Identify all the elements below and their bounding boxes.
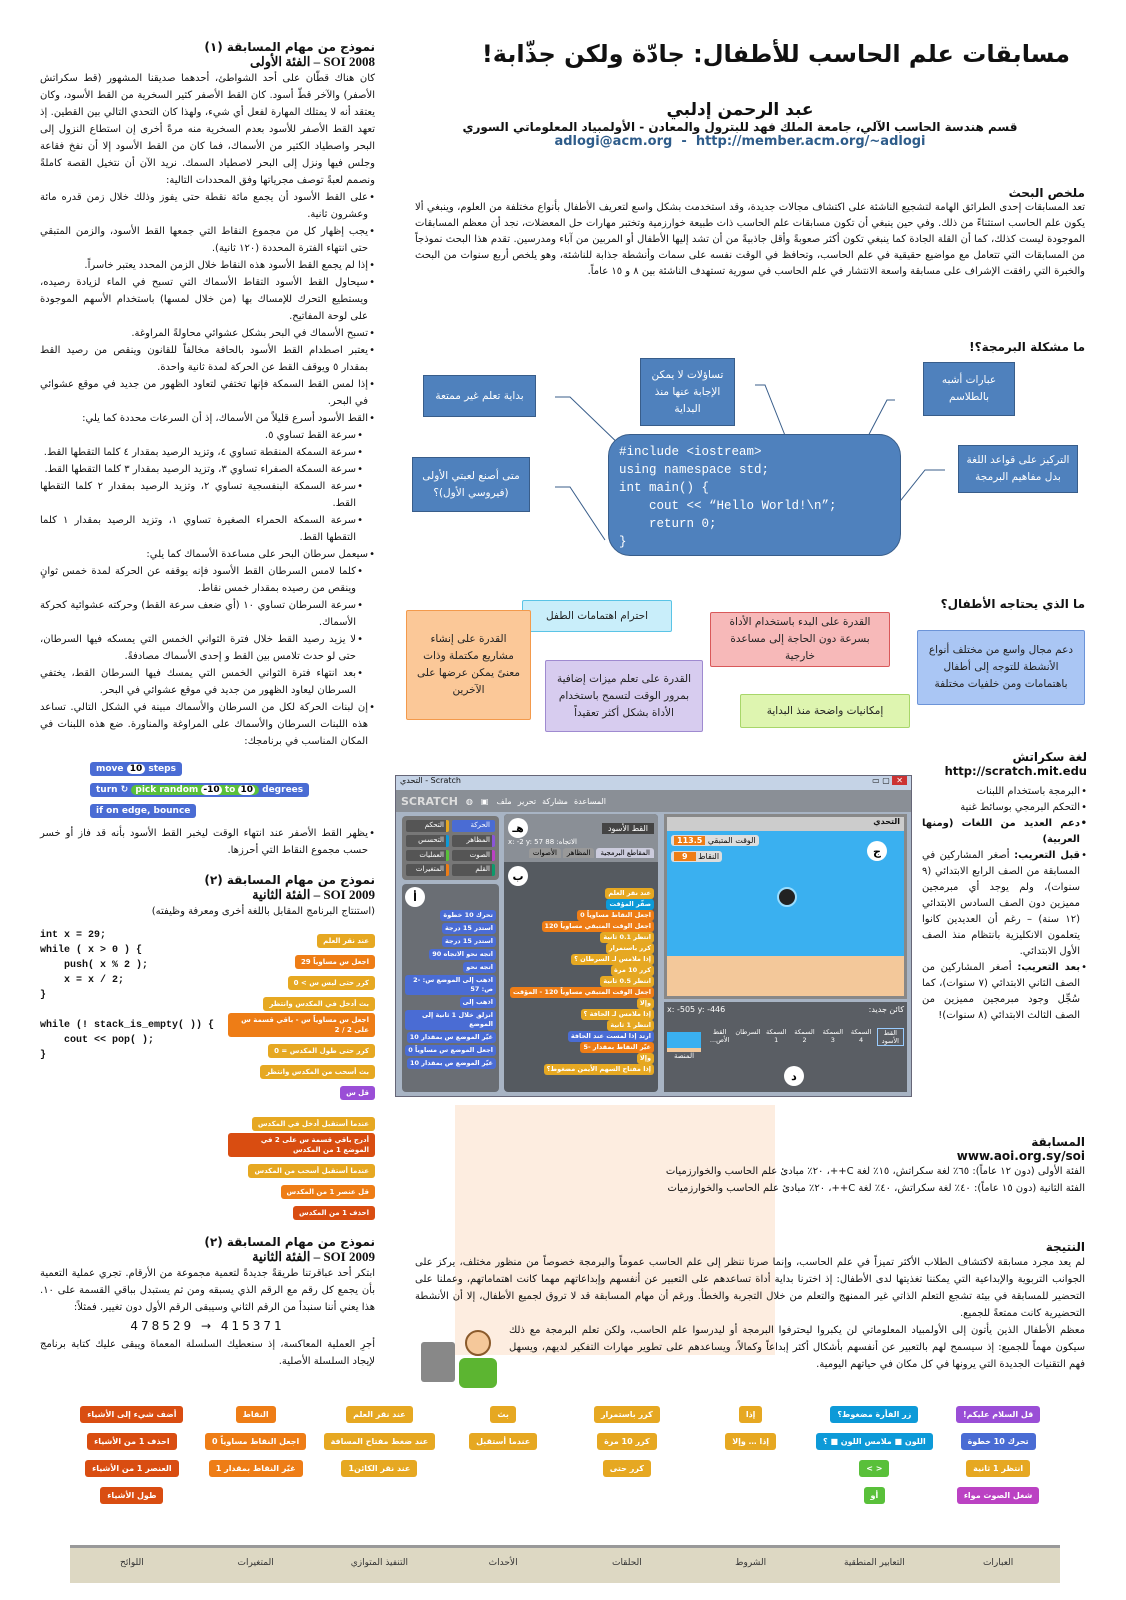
sprite-thumbnail[interactable]: السمكة 1	[766, 1028, 787, 1044]
needs-heading: ما الذي يحتاجه الأطفال؟	[940, 597, 1085, 611]
editor-tab[interactable]: الأصوات	[529, 848, 561, 858]
script-block[interactable]: اجعل النقاط مساوياً 0	[577, 910, 654, 921]
scratch-block: بث أسحب من المكدس وانتظر	[260, 1065, 375, 1079]
mouse-coords: x: -505 y: -446	[667, 1005, 726, 1014]
crab-item: • سرعة السرطان تساوي ١٠ (أي ضعف سرعة القط) وحركته عشوائية كحركة الأسماك.	[40, 597, 363, 631]
task2-scratch-script	[228, 928, 375, 1221]
speed-item: • سرعة القط تساوي ٥.	[40, 427, 363, 444]
abstract-section	[415, 186, 1085, 280]
palette-block[interactable]: اجعل الموضع س مساوياً 0	[405, 1045, 496, 1056]
category-tab[interactable]: التعابير المنطقية	[844, 1558, 905, 1568]
sprite-list	[664, 1002, 907, 1092]
need-quick-start: القدرة على البدء باستخدام الأداة بسرعة دون الحاجة إلى مساعدة خارجية	[710, 612, 890, 667]
menu-item[interactable]: المساعدة	[573, 796, 606, 806]
need-complete-projects: القدرة على إنشاء مشاريع مكتملة وذات معنىً يمكن عرضها على الآخرين	[406, 610, 531, 720]
stage-thumbnail[interactable]	[667, 1032, 701, 1060]
sprite-thumbnail[interactable]: السمكة 2	[794, 1028, 815, 1044]
palette-column	[565, 1405, 689, 1545]
palette-block[interactable]: تحرك 10 خطوة	[440, 910, 496, 921]
task1-outro: • يظهر القط الأصفر عند انتهاء الوقت ليخبر القط الأسود بأنه قد فاز أو خسر حسب مجموع النقاط التي أحرزها.	[40, 825, 375, 859]
competition-heading: المسابقة	[1031, 1135, 1085, 1149]
category-button[interactable]: الصوت	[452, 850, 495, 862]
category-1-line: الفئة الأولى (دون ١٢ عاماً): ٦٥٪ لغة سكراتش، ١٥٪ لغة C++، ٢٠٪ مبادئ علم الحاسب والخوارزميات	[665, 1166, 1085, 1177]
palette-block[interactable]: استدر 15 درجة	[442, 923, 496, 934]
scratch-block: احذف 1 من المكدس	[293, 1206, 375, 1220]
sprite-thumbnail[interactable]: السرطان	[735, 1028, 761, 1036]
sprite-header	[504, 814, 658, 862]
scripts-area	[504, 814, 658, 1092]
category-tab[interactable]: العبارات	[982, 1558, 1014, 1568]
child-at-computer-illustration	[415, 1322, 503, 1402]
speed-list	[40, 427, 363, 546]
cat-sprite[interactable]	[777, 887, 797, 907]
category-2-line: الفئة الثانية (دون ١٥ عاماً): ٤٠٪ لغة سكراتش، ٤٠٪ لغة C++، ٢٠٪ مبادئ علم الحاسب والخوارزميات	[667, 1183, 1085, 1194]
palette-column	[70, 1405, 194, 1545]
palette-block[interactable]: انزلق خلال 1 ثانية إلى الموضع	[405, 1010, 496, 1030]
palette-block[interactable]: غيّر الموضع ص بمقدار 10	[407, 1058, 496, 1069]
scratch-block: اجعل س مساوياً س - باقي قسمة س على 2 / 2	[228, 1013, 375, 1037]
scratch-block: عندما أستقبل أسحب من المكدس	[248, 1164, 375, 1178]
scratch-menubar	[396, 790, 911, 812]
palette-example-block[interactable]: عند نقر العلم	[346, 1406, 412, 1423]
sprite-thumbnail[interactable]: السمكة 3	[822, 1028, 843, 1044]
scratch-section	[922, 750, 1087, 1024]
poster-title: مسابقات علم الحاسب للأطفال: جادّة ولكن جذّابة!	[481, 40, 1070, 68]
scratch-block: اجعل س مساوياً 29	[295, 955, 375, 969]
category-panel	[402, 816, 499, 880]
scratch-window	[395, 775, 912, 1097]
menu-item[interactable]: مشاركة	[542, 796, 568, 806]
palette-example-block[interactable]: إذا	[739, 1406, 763, 1423]
script-block[interactable]: وإلا	[637, 998, 654, 1009]
left-column	[40, 40, 375, 1370]
task2-row	[40, 928, 375, 1221]
task2-section	[40, 873, 375, 1221]
result-section	[415, 1240, 1085, 1402]
globe-icon[interactable]: ◍	[465, 796, 473, 806]
speed-item: • سرعة السمكة الصفراء تساوي ٣، وتزيد الرصيد بمقدار ٣ كلما التقطها القط.	[40, 461, 363, 478]
task1-subtitle: SOI 2008 – الفئة الأولى	[249, 54, 375, 69]
script-block[interactable]: وإلا	[637, 1053, 654, 1064]
crab-item: • كلما لامس السرطان القط الأسود فإنه يوقفه عن الحركة لمدة خمس ثوانٍ وينقص من رصيده بمقدار خمس نقاط.	[40, 563, 363, 597]
palette-example-block[interactable]: كرر حتى	[603, 1460, 651, 1477]
task3-example: 478529 → 415371	[130, 1319, 285, 1333]
speed-item: • سرعة السمكة المنقطة تساوي ٤، وتزيد الرصيد بمقدار ٤ كلما التقطها القط.	[40, 444, 363, 461]
category-tab[interactable]: اللوائح	[120, 1558, 144, 1568]
category-button[interactable]: العمليات	[406, 850, 449, 862]
script-block[interactable]: انتظر 1 ثانية	[607, 1020, 654, 1031]
palette-example-block[interactable]: أضف شيء إلى الأشياء	[80, 1406, 183, 1423]
palette-example-block[interactable]: اجعل النقاط مساوياً 0	[205, 1433, 306, 1450]
marker-jim: ج	[867, 841, 887, 861]
need-clear-possibilities: إمكانيات واضحة منذ البداية	[740, 694, 910, 728]
task2-heading: نموذج من مهام المسابقة (٢)	[204, 873, 375, 887]
palette-block[interactable]: اذهب إلى الموضع س: -2 ص: 57	[405, 975, 496, 995]
task1-bullet: • سيحاول القط الأسود التقاط الأسماك التي تسبح في الماء لزيادة رصيده، ويستطيع التحرك للإمساك بها (من خلال لمسها) باستخدام الأسهم الموجودة على لوحة المفاتيح.	[40, 274, 375, 325]
crab-item: • بعد انتهاء فترة الثواني الخمس التي يمسك فيها السرطان القط، يختفي السرطان ليعاود الظهور من جديد في موقع عشوائي في البحر.	[40, 665, 363, 699]
need-wide-range: دعم مجال واسع من مختلف أنواع الأنشطة للتوجه إلى أطفال باهتمامات ومن خلفيات مختلفة	[917, 630, 1085, 705]
editor-tab[interactable]: المظاهر	[563, 848, 595, 858]
menu-item[interactable]: ملف	[496, 796, 512, 806]
problem-box-unenjoyable: بداية تعلم غير ممتعة	[423, 375, 536, 417]
stage-title: التحدي	[667, 817, 904, 831]
script-block[interactable]: إذا مفتاح السهم الأيمن مضغوط؟	[544, 1064, 654, 1075]
palette-example-block[interactable]: بث	[490, 1406, 515, 1423]
scratch-bullet: • البرمجة باستخدام اللبنات	[922, 784, 1087, 800]
scratch-block: قل س	[340, 1086, 375, 1100]
task1-bullet: • القط الأسود أسرع قليلاً من الأسماك، إذ أن السرعات محددة كما يلي:	[40, 410, 375, 427]
scratch-bullet: • دعم العديد من اللغات (ومنها العربية)	[922, 816, 1087, 848]
task3-section	[40, 1235, 375, 1370]
points-monitor: 9 النقاط	[671, 851, 722, 862]
scratch-block: عند نقر العلم	[317, 934, 375, 948]
palette-column	[936, 1405, 1060, 1545]
problem-box-questions: تساؤلات لا يمكن الإجابة عنها منذ البداية	[640, 358, 735, 426]
script-block[interactable]: صفّر المؤقت	[606, 899, 654, 910]
palette-example-block[interactable]: شغل الصوت مواء	[957, 1487, 1040, 1504]
author-affiliation: قسم هندسة الحاسب الآلي، جامعة الملك فهد للبترول والمعادن - الأولمبياد المعلوماتي السوري	[462, 120, 1018, 134]
task1-section	[40, 40, 375, 859]
palette-example-block[interactable]: < >	[859, 1460, 889, 1477]
task1-bullet: • إذا لمس القط السمكة فإنها تختفي لتعاود الظهور من جديد في موقع عشوائي في البحر.	[40, 376, 375, 410]
palette-example-block[interactable]: النقاط	[236, 1406, 276, 1423]
scratch-titlebar	[396, 776, 911, 790]
task3-heading: نموذج من مهام المسابقة (٢)	[204, 1235, 375, 1249]
sprite-thumbnail[interactable]: القط الأسود	[877, 1028, 904, 1046]
marker-alif: أ	[405, 887, 425, 907]
sprite-thumbnail[interactable]: القط الأص...	[709, 1028, 730, 1044]
task2-note: (استنتاج البرنامج المقابل باللغة أخرى ومعرفة وظيفته)	[151, 906, 375, 917]
palette-block[interactable]: اتجه نحو الاتجاه 90	[429, 949, 496, 960]
task1-bullet: • على القط الأسود أن يجمع مائة نقطة حتى يفوز وذلك خلال زمن قدره مائة وعشرون ثانية.	[40, 189, 375, 223]
palette-column	[689, 1405, 813, 1545]
move-block: move 10 steps	[90, 762, 182, 776]
abstract-text: تعد المسابقات إحدى الطرائق الهامة لتشجيع الناشئة على اكتشاف مجالات جديدة، وقد استخدمت بشكل واسع لتعريف الأطفال بأنواع مختلفة من العلوم، وينبغي ألا يكون علم الحاسب استثناءً من ذلك. وفي حين ينبغي أن تكون مسابقات علم الحاسب ذات طبيعة خوارزمية وتختبر مهارات حل المعضلات، نجد أن معظم المسابقات الموجودة ليست كذلك، كما أن القلة الجادة كما ينبغي تكون أكثر صعوبةً وأقل جاذبيةً من أن تشد إليها الأطفال أو المربين من آباء ومدرسين. تقدم هذا البحث نموذجاً من المسابقات التي تتعامل مع مواضيع حقيقية في علم الحاسب، وتحافظ في الوقت نفسه على سمات وأنشطة جذابة للناشئة، وهو يلخص أربع سنوات من البحث والخبرة التي رافقت الإشراف على مسابقة واسعة الانتشار في علم الحاسب في سورية تستهدف الناشئة بين ٨ و ١٥ عاماً.	[415, 202, 1085, 277]
task3-subtitle: SOI 2009 – الفئة الثانية	[252, 1249, 375, 1264]
script-block[interactable]: ارتد إذا لمست عند الحافة	[568, 1031, 654, 1042]
palette-block[interactable]: استدر 15 درجة	[442, 936, 496, 947]
scratch-block: أدرج باقي قسمة س على 2 في الموضع 1 من المكدس	[228, 1133, 375, 1157]
script-block[interactable]: كرر 10 مرة	[611, 965, 654, 976]
palette-block[interactable]: اتجه نحو	[463, 962, 496, 973]
author-url[interactable]: http://member.acm.org/~adlogi	[695, 134, 926, 149]
window-title: التحدي - Scratch	[400, 776, 461, 785]
category-tab[interactable]: الأحداث	[488, 1558, 518, 1568]
need-respect-interests: احترام اهتمامات الطفل	[522, 600, 672, 632]
category-button[interactable]: المتغيرات	[406, 864, 449, 876]
palette-example-block[interactable]: كرر 10 مرة	[597, 1433, 657, 1450]
problem-box-cryptic: عبارات أشبه بالطلاسم	[923, 362, 1015, 416]
scratch-heading: لغة سكراتش	[1012, 750, 1087, 764]
scratch-bullet: • التحكم البرمجي بوسائط غنية	[922, 800, 1087, 816]
sprite-name-field[interactable]: القط الأسود	[602, 823, 654, 834]
palette-example-block[interactable]: انتظر 1 ثانية	[966, 1460, 1030, 1477]
crab-item: • لا يزيد رصيد القط خلال فترة الثواني الخمس التي يمسكه فيها السرطان، حتى لو حدث تلامس بين القط و إحدى الأسماك مصادفةً.	[40, 631, 363, 665]
palette-example-block[interactable]: قل السلام عليكم!	[956, 1406, 1040, 1423]
sprite-coords: x: -2 y: 57 الاتجاه: 88	[508, 838, 577, 846]
blocks-intro: • إن لبنات الحركة لكل من السرطان والأسماك مبينة في الشكل التالي. تساعد هذه اللبنات السرطان والأسماك على المراوغة والمناورة. ضع هذه اللبنات في المكان المناسب في برنامجك:	[40, 699, 375, 750]
task2-subtitle: SOI 2009 – الفئة الثانية	[252, 887, 375, 902]
stage[interactable]	[664, 814, 907, 999]
bounce-block: if on edge, bounce	[90, 804, 196, 818]
palette-column	[318, 1405, 442, 1545]
script-block[interactable]: اجعل الوقت المتبقي مساوياً 120	[542, 921, 654, 932]
hello-world-code: #include <iostream> using namespace std; int main() { cout << “Hello World!\n”; return 0; }	[608, 434, 901, 556]
palette-block[interactable]: اذهب إلى	[460, 997, 496, 1008]
marker-ba: ب	[508, 866, 528, 886]
palette-example-block[interactable]: طول الأشياء	[100, 1487, 163, 1504]
competition-section	[420, 1135, 1085, 1197]
palette-example-block[interactable]: زر الفأرة مضغوط؟	[830, 1406, 918, 1423]
scratch-block: كرر حتى ليس س > 0	[288, 976, 375, 990]
stage-label: المنصة	[673, 1052, 695, 1060]
script-block[interactable]: غيّر النقاط بمقدار -5	[580, 1042, 654, 1053]
sprite-thumbnail[interactable]: السمكة 4	[850, 1028, 872, 1044]
new-sprite-label: كائن جديد:	[868, 1005, 904, 1014]
category-tab-bar	[70, 1545, 1060, 1583]
script-block[interactable]: كرر باستمرار	[606, 943, 654, 954]
window-controls[interactable]: ▭ ▢ ✕	[872, 776, 907, 790]
palette-example-block[interactable]: اللون ■ ملامس اللون ■ ؟	[816, 1433, 933, 1450]
task1-bullet: • يعتبر اصطدام القط الأسود بالحافة مخالفاً للقانون وينقص من رصيد القط بمقدار ٥ ويوقف القط عن الحركة لمدة ثانية واحدة.	[40, 342, 375, 376]
category-button[interactable]: الحركة	[452, 820, 495, 832]
palette-example-block[interactable]: العنصر 1 من الأشياء	[85, 1460, 178, 1477]
result-p2: معظم الأطفال الذين يأتون إلى الأولمبياد المعلوماتي لن يكبروا ليحترفوا البرمجة أو ليدرسوا علم الحاسب، ولكن تعلم البرمجة مع ذلك سيكون مهماً للجميع: إذ سيسمح لهم بالتعبير عن أنفسهم بأشكال أكثر إبداعاً وكمالاً، ويساعدهم على تطوير مهارات التفكير لديهم، ويسهل فهم التقنيات الجديدة التي يرونها في كل مكان في حياتهم اليومية.	[509, 1325, 1085, 1370]
task1-bullets	[40, 189, 375, 750]
script-block[interactable]: إذا ملامس لـ السرطان ؟	[571, 954, 654, 965]
category-tab[interactable]: الحلقات	[611, 1558, 642, 1568]
palette-example-block[interactable]: أو	[864, 1487, 886, 1504]
palette-column	[194, 1405, 318, 1545]
category-tab[interactable]: التنفيذ المتوازي	[350, 1558, 408, 1568]
block-palette-showcase	[70, 1405, 1060, 1545]
script-block[interactable]: عند نقر العلم	[605, 888, 654, 899]
task1-heading: نموذج من مهام المسابقة (١)	[204, 40, 375, 54]
task1-bullet: • يجب إظهار كل من مجموع النقاط التي جمعها القط الأسود، والزمن المتبقي حتى انتهاء الفترة المحددة (١٢٠ ثانية).	[40, 223, 375, 257]
palette-example-block[interactable]: عندما أستقبل	[469, 1433, 537, 1450]
save-icon[interactable]: ▣	[480, 796, 489, 806]
block-palette	[402, 884, 499, 1092]
category-button[interactable]: التحكم	[406, 820, 449, 832]
scratch-block: كرر حتى طول المكدس = 0	[268, 1044, 375, 1058]
author-email[interactable]: adlogi@acm.org	[554, 134, 673, 149]
task2-code: int x = 29; while ( x > 0 ) { push( x % 2 ); x = x / 2; } while (! stack_is_empty( )) { cout << pop( ); }	[40, 930, 215, 1061]
palette-column	[813, 1405, 937, 1545]
category-button[interactable]: المظاهر	[452, 835, 495, 847]
palette-block[interactable]: غيّر الموضع س بمقدار 10	[407, 1032, 496, 1043]
time-monitor: 113.5 الوقت المتبقي	[671, 835, 759, 846]
sea-floor	[667, 956, 904, 996]
script-block[interactable]: إذا ملامس لـ الحافة ؟	[581, 1009, 654, 1020]
separator: -	[681, 134, 687, 149]
speed-item: • سرعة السمكة البنفسجية تساوي ٢، وتزيد الرصيد بمقدار ٢ كلما التقطها القط.	[40, 478, 363, 512]
editor-tab[interactable]: المقاطع البرمجية	[596, 848, 654, 858]
competition-url[interactable]: www.aoi.org.sy/soi	[956, 1149, 1085, 1163]
task1-intro: كان هناك قطّان على أحد الشواطئ، أحدهما صديقنا المشهور (قط سكراتش الأصفر) والآخر قطّ أسود. كان القط الأصفر كثير السخرية من القط الأسود، وكان يعتقد أنه لا يمتلك المهارة لفعل أي شيء، ولهذا كان التحدي التالي بين القطين. إذ تعهد القط الأصفر للأسود بعدم السخرية منه مرةً أخرى إن استطاع النزول إلى البحر واصطياد الكثير من الأسماك، فما كان من القط الأسود إلا أن نفخ فقاعة وجلس فيها ونزل إلى البحر لاصطياد السمك. نريد الآن أن نتخيل القصة كاملةً ونصمم لعبةً توصف مجرياتها وفق المحددات التالية:	[40, 73, 375, 186]
scratch-block: قل عنصر 1 من المكدس	[281, 1185, 376, 1199]
scratch-block: عندما أستقبل أدخل في المكدس	[252, 1117, 375, 1131]
palette-example-block[interactable]: كرر باستمرار	[594, 1406, 660, 1423]
scratch-logo: SCRATCH	[401, 794, 458, 808]
script-block[interactable]: اجعل الوقت المتبقي مساوياً 120 - المؤقت	[510, 987, 654, 998]
palette-example-block[interactable]: غيّر النقاط بمقدار 1	[209, 1460, 303, 1477]
problem-box-syntax: التركيز على قواعد اللغة بدل مفاهيم البرمجة	[958, 445, 1078, 493]
problem-heading: ما مشكلة البرمجة؟!	[969, 340, 1085, 354]
marker-dal: د	[784, 1066, 804, 1086]
task1-bullet: • تسبح الأسماك في البحر بشكل عشوائي محاولةً المراوغة.	[40, 325, 375, 342]
menu-item[interactable]: تحرير	[517, 796, 537, 806]
palette-example-block[interactable]: إذا … وإلا	[725, 1433, 776, 1450]
need-advanced-features: القدرة على تعلم ميزات إضافية بمرور الوقت لتسمح باستخدام الأداة بشكل أكثر تعقيداً	[545, 660, 703, 732]
category-button[interactable]: التحسس	[406, 835, 449, 847]
task3-after: أجرِ العملية المعاكسة، إذ سنعطيك السلسلة المعماة ويبقى عليك كتابة برنامج لإيجاد السلسلة الأصلية.	[40, 1339, 375, 1367]
abstract-heading: ملخص البحث	[1008, 186, 1085, 200]
palette-column	[441, 1405, 565, 1545]
script-block[interactable]: انتظر 0.1 ثانية	[600, 932, 654, 943]
palette-example-block[interactable]: تحرك 10 خطوة	[961, 1433, 1036, 1450]
script-block[interactable]: انتظر 0.5 ثانية	[600, 976, 654, 987]
scratch-motion-blocks	[90, 756, 375, 819]
author-block	[410, 100, 1070, 149]
category-tab[interactable]: المتغيرات	[237, 1558, 274, 1568]
before-arabization: • قبل التعريب: أصغر المشاركين في المسابقة من الصف الرابع الابتدائي (٩ سنوات)، ولم يوجد أي مبرمجين مميزين دون الصف السادس الابتدائي (١٢ سنة) – رغم أن العديدين كانوا يتعلمون الانكليزية بانتظام منذ الصف الأول الابتدائي.	[922, 848, 1087, 960]
palette-example-block[interactable]: عند ضغط مفتاح المسافة	[324, 1433, 436, 1450]
palette-example-block[interactable]: عند نقر الكائن1	[341, 1460, 417, 1477]
palette-example-block[interactable]: احذف 1 من الأشياء	[87, 1433, 176, 1450]
problem-box-first-game: متى أصنع لعبتي الأولى (فيروسي الأول)؟	[412, 457, 530, 512]
crab-intro: • سيعمل سرطان البحر على مساعدة الأسماك كما يلي:	[40, 546, 375, 563]
marker-ha: هـ	[508, 818, 528, 838]
after-arabization: • بعد التعريب: أصغر المشاركين من الصف الثاني الابتدائي (٧ سنوات)، كما سُجِّل وجود مبرمجين مميزين من الصف الثالث الابتدائي (٨ سنوات)!	[922, 960, 1087, 1024]
turn-block: turn ↻ pick random -10 to 10 degrees	[90, 783, 309, 797]
result-row	[415, 1322, 1085, 1402]
crab-list	[40, 563, 363, 699]
author-name: عبد الرحمن إدلبي	[666, 100, 814, 120]
speed-item: • سرعة السمكة الحمراء الصغيرة تساوي ١، وتزيد الرصيد بمقدار ١ كلما التقطها القط.	[40, 512, 363, 546]
scratch-url[interactable]: http://scratch.mit.edu	[944, 764, 1087, 778]
result-p1: لم يعد مجرد مسابقة لاكتشاف الطلاب الأكثر تميزاً في علم الحاسب، وإنما صرنا ننظر إلى علم الحاسب عموماً والبرمجة خصوصاً من منظور مختلف، يركز على الجوانب التربوية والإبداعية التي يمكننا تغذيتها لدى الأطفال: إذ اخترنا بداية أداة تساعدهم على التعبير عن أنفسهم وإبداعاتهم مهما كانت اهتماماتهم، وعملنا على التحضير للمسابقة في بيئة تشجع التعلم الذاتي غير الممنهج والتعلم من خلال التجربة والخطأ. ورغم أن مهام المسابقة قد لا تروق لجميع الأطفال، إلا أن الأنشطة التحضيرية كانت ممتعةً للجميع.	[415, 1257, 1085, 1319]
scratch-block: بث أدخل في المكدس وانتظر	[263, 997, 375, 1011]
result-heading: النتيجة	[1045, 1240, 1085, 1254]
task1-bullet: • إذا لم يجمع القط الأسود هذه النقاط خلال الزمن المحدد يعتبر خاسراً.	[40, 257, 375, 274]
category-tab[interactable]: الشروط	[735, 1558, 767, 1568]
task3-text: ابتكر أحد عباقرتنا طريقةً جديدةً لتعمية مجموعة من الأرقام. تجري عملية التعمية بأن يجمع كل رقم مع الرقم الذي يسبقه ومن ثم يستبدل بباقي القسمة على ١٠. هذا يعني أننا سنبدأ من الرقم الثاني وسيبقى الرقم الأول دون تغيير. فمثلاً:	[40, 1268, 375, 1313]
category-button[interactable]: القلم	[452, 864, 495, 876]
